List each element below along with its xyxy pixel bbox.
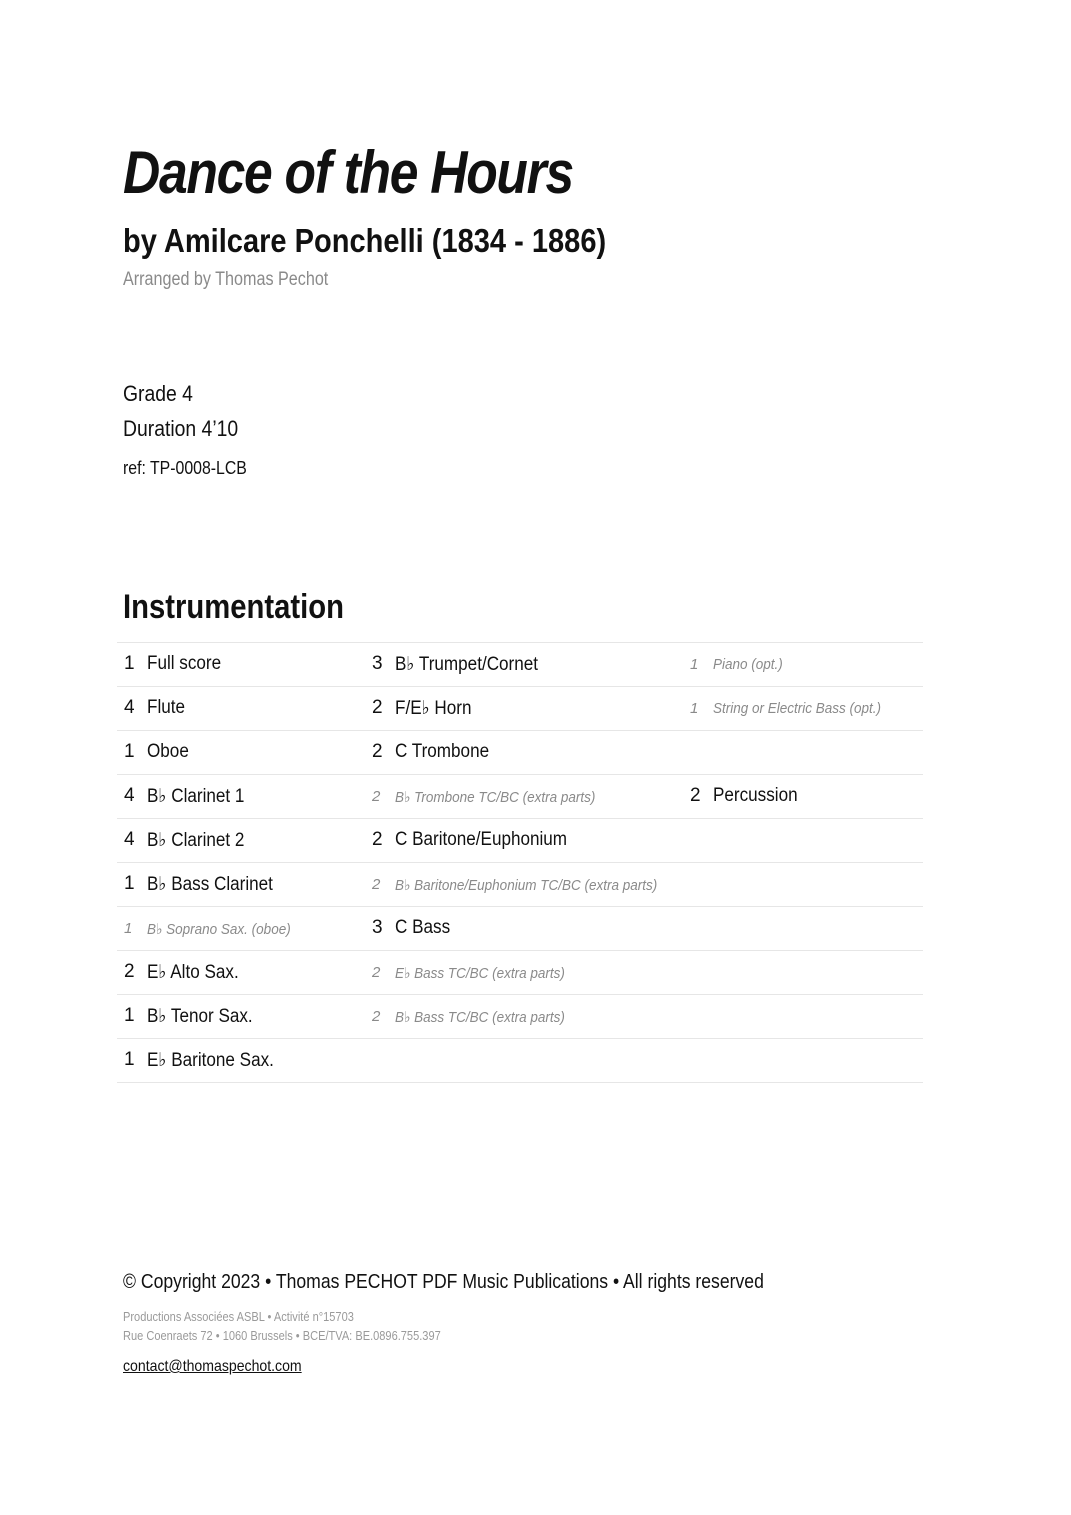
instrument-name: Piano (opt.) <box>713 656 783 673</box>
instrumentation-table <box>117 642 923 1083</box>
part-count: 2 <box>372 829 383 850</box>
instrumentation-row <box>117 1039 923 1083</box>
part-count: 2 <box>372 741 383 762</box>
composer-line: by Amilcare Ponchelli (1834 - 1886) <box>123 222 607 259</box>
part-count: 1 <box>690 700 699 717</box>
duration-label: Duration 4’10 <box>123 416 239 441</box>
instrument-name: Flute <box>147 697 186 718</box>
instrumentation-heading: Instrumentation <box>123 588 344 626</box>
part-count: 3 <box>372 917 383 938</box>
instrumentation-row <box>117 819 923 863</box>
instrument-name: Oboe <box>147 741 189 762</box>
part-count: 1 <box>124 873 135 894</box>
instrumentation-row <box>117 995 923 1039</box>
instrument-name: B♭ Baritone/Euphonium TC/BC (extra parts) <box>395 877 658 894</box>
part-count: 4 <box>124 697 135 718</box>
part-count: 2 <box>372 876 381 893</box>
grade-label: Grade 4 <box>123 381 193 406</box>
instrument-name: Percussion <box>713 785 798 806</box>
instrumentation-row <box>117 863 923 907</box>
part-count: 1 <box>124 920 133 937</box>
reference-code: ref: TP-0008-LCB <box>123 458 247 478</box>
publisher-address-line-2: Rue Coenraets 72 • 1060 Brussels • BCE/TVA: BE.0896.755.397 <box>123 1328 441 1343</box>
instrument-name: B♭ Trombone TC/BC (extra parts) <box>395 789 596 806</box>
instrument-name: B♭ Bass TC/BC (extra parts) <box>395 1009 565 1026</box>
instrumentation-row <box>117 687 923 731</box>
copyright-notice: © Copyright 2023 • Thomas PECHOT PDF Music Publications • All rights reserved <box>123 1271 764 1293</box>
instrumentation-row <box>117 731 923 775</box>
instrumentation-row <box>117 775 923 819</box>
part-count: 3 <box>372 653 383 674</box>
instrument-name: B♭ Bass Clarinet <box>147 874 273 895</box>
instrumentation-row <box>117 907 923 951</box>
instrumentation-row <box>117 643 923 687</box>
instrument-name: B♭ Soprano Sax. (oboe) <box>147 921 291 938</box>
part-count: 2 <box>690 785 701 806</box>
instrument-name: Full score <box>147 653 222 674</box>
part-count: 2 <box>372 1008 381 1025</box>
part-count: 2 <box>124 961 135 982</box>
part-count: 1 <box>690 656 699 673</box>
instrument-name: B♭ Clarinet 2 <box>147 830 245 851</box>
instrument-name: B♭ Tenor Sax. <box>147 1006 253 1027</box>
instrument-name: F/E♭ Horn <box>395 698 472 719</box>
instrument-name: E♭ Bass TC/BC (extra parts) <box>395 965 565 982</box>
part-count: 2 <box>372 788 381 805</box>
instrument-name: E♭ Baritone Sax. <box>147 1050 274 1071</box>
part-count: 1 <box>124 1049 135 1070</box>
part-count: 4 <box>124 785 135 806</box>
publisher-address-line-1: Productions Associées ASBL • Activité n°15703 <box>123 1309 354 1324</box>
instrument-name: B♭ Trumpet/Cornet <box>395 654 539 675</box>
part-count: 1 <box>124 1005 135 1026</box>
part-count: 1 <box>124 653 135 674</box>
page-title: Dance of the Hours <box>123 139 573 206</box>
instrument-name: C Baritone/Euphonium <box>395 829 568 850</box>
part-count: 4 <box>124 829 135 850</box>
arranger-line: Arranged by Thomas Pechot <box>123 269 329 290</box>
part-count: 2 <box>372 964 381 981</box>
part-count: 1 <box>124 741 135 762</box>
instrumentation-row <box>117 951 923 995</box>
instrument-name: E♭ Alto Sax. <box>147 962 239 983</box>
instrument-name: String or Electric Bass (opt.) <box>713 700 882 717</box>
part-count: 2 <box>372 697 383 718</box>
contact-email-link[interactable]: contact@thomaspechot.com <box>123 1358 302 1375</box>
instrument-name: C Bass <box>395 917 451 938</box>
instrument-name: C Trombone <box>395 741 490 762</box>
instrument-name: B♭ Clarinet 1 <box>147 786 245 807</box>
